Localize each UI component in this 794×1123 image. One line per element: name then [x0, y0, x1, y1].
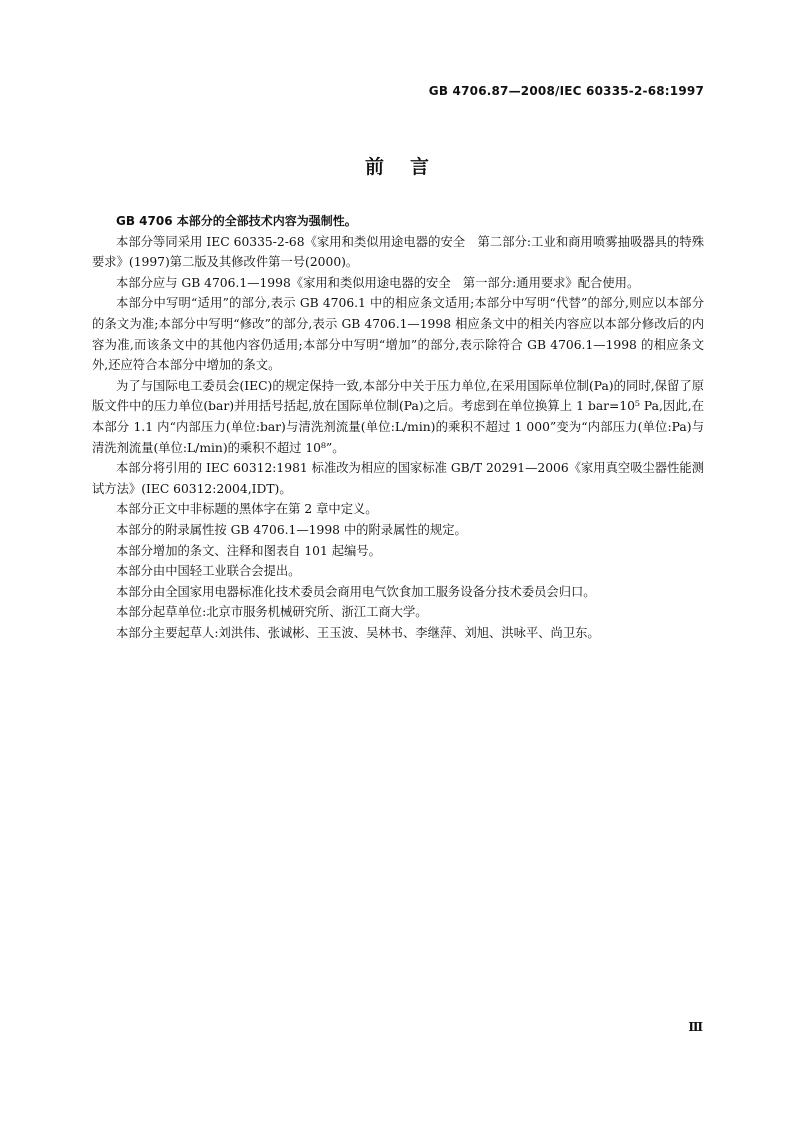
paragraph-drafting-units: 本部分起草单位:北京市服务机械研究所、浙江工商大学。 — [116, 605, 428, 620]
paragraph-centralized-by: 本部分由全国家用电器标准化技术委员会商用电气饮食加工服务设备分技术委员会归口。 — [116, 584, 596, 599]
paragraph-adoption: 本部分等同采用 IEC 60335-2-68《家用和类似用途电器的安全 第二部分:工业和商用喷雾抽吸器具的特殊要求》(1997)第二版及其修改件第一号(2000)。 — [92, 234, 704, 270]
standard-code-header: GB 4706.87—2008/IEC 60335-2-68:1997 — [428, 84, 704, 98]
paragraph-bold-definitions: 本部分正文中非标题的黑体字在第 2 章中定义。 — [116, 502, 378, 517]
paragraph-numbering: 本部分增加的条文、注释和图表自 101 起编号。 — [116, 543, 381, 558]
page-title: 前言 — [364, 156, 455, 178]
paragraph-proposed-by: 本部分由中国轻工业联合会提出。 — [116, 564, 301, 579]
paragraph-referenced-standard: 本部分将引用的 IEC 60312:1981 标准改为相应的国家标准 GB/T 20291—2006《家用真空吸尘器性能测试方法》(IEC 60312:2004,IDT)。 — [92, 461, 704, 496]
paragraph-pressure-units: 为了与国际电工委员会(IEC)的规定保持一致,本部分中关于压力单位,在采用国际单位制(Pa)的同时,保留了原版文件中的压力单位(bar)并用括号括起,放在国际单位制(Pa)之后。考虑到在单位换算上 1 bar=10⁵ Pa,因此,在本部分 1.1 内“内部压力(单位:bar)与清洗剂流量(单位:L/min)的乘积不超过 1 000”变为“内部压力(单位:Pa)与清洗剂流量(单位:L/min)的乘积不超过 10⁸”。 — [92, 378, 704, 455]
foreword-body — [92, 211, 704, 643]
paragraph-terms: 本部分中写明“适用”的部分,表示 GB 4706.1 中的相应条文适用;本部分中写明“代替”的部分,则应以本部分的条文为准;本部分中写明“修改”的部分,表示 GB 4706.1—1998 相应条文中的相关内容应以本部分修改后的内容为准,而该条文中的其他内容仍适用;本部分中写明“增加”的部分,表示除符合 GB 4706.1—1998 的相应条文外,还应符合本部分中增加的条文。 — [92, 296, 704, 373]
page-number: Ⅲ — [688, 1020, 704, 1034]
paragraph-use-with: 本部分应与 GB 4706.1—1998《家用和类似用途电器的安全 第一部分:通用要求》配合使用。 — [116, 275, 640, 290]
mandatory-statement: GB 4706 本部分的全部技术内容为强制性。 — [116, 214, 357, 228]
paragraph-drafters: 本部分主要起草人:刘洪伟、张诚彬、王玉波、吴林书、李继萍、刘旭、洪咏平、尚卫东。 — [116, 625, 600, 640]
paragraph-annex: 本部分的附录属性按 GB 4706.1—1998 中的附录属性的规定。 — [116, 522, 467, 537]
